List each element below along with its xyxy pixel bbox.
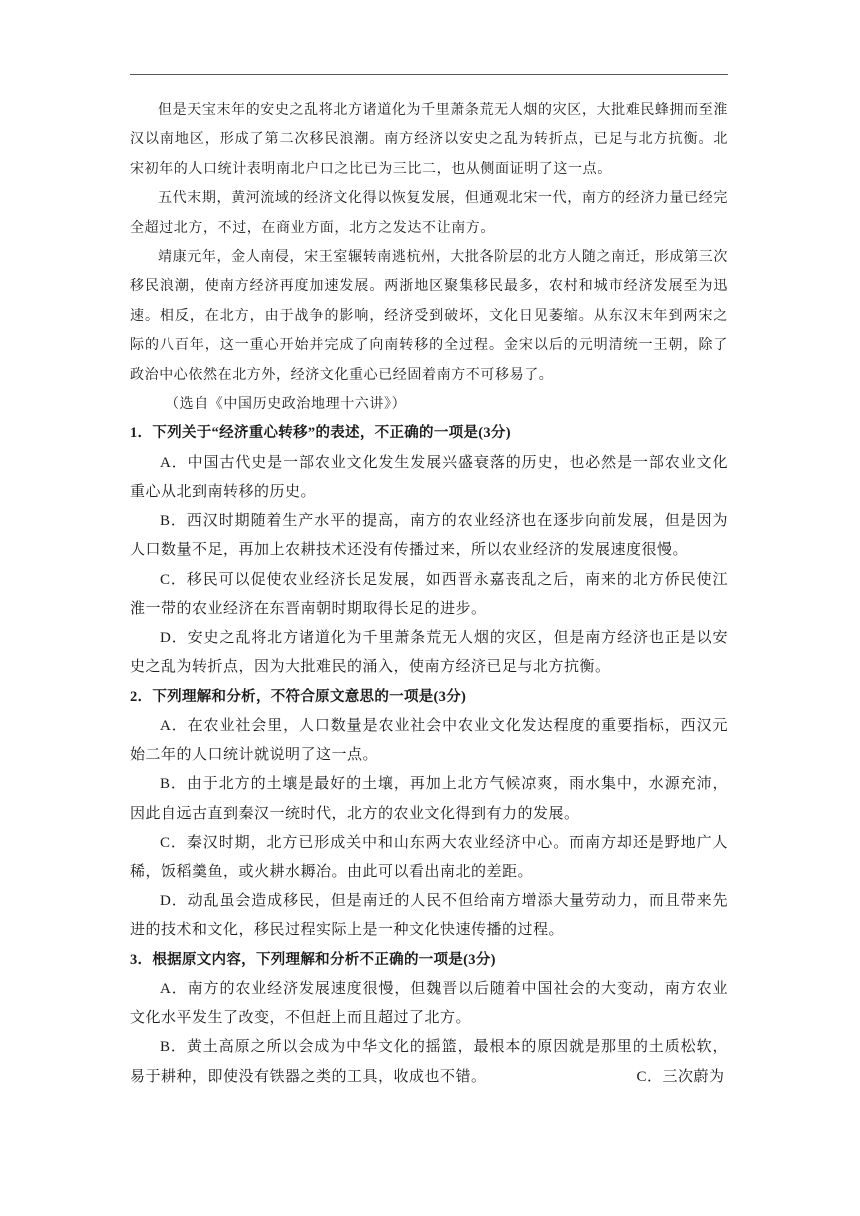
question-1-option-c: C．移民可以促使农业经济长足发展，如西晋永嘉丧乱之后，南来的北方侨民使江 淮一带的农业经济在东晋南朝时期取得长足的进步。 xyxy=(130,571,728,617)
question-3-option-b xyxy=(130,1033,728,1091)
question-1-option-b: B．西汉时期随着生产水平的提高，南方的农业经济也在逐步向前发展，但是因为 人口数量不足，再加上农耕技术还没有传播过来，所以农业经济的发展速度很慢。 xyxy=(130,513,728,559)
passage-paragraph-1: 但是天宝末年的安史之乱将北方诸道化为千里萧条荒无人烟的灾区，大批难民蜂拥而至淮汉以南地区，形成了第二次移民浪潮。南方经济以安史之乱为转折点，已足与北方抗衡。北宋初年的人口统计表明南北户口之比已为三比二，也从侧面证明了这一点。 xyxy=(130,102,728,177)
question-2-stem: 2．下列理解和分析，不符合原文意思的一项是(3分) xyxy=(130,688,467,705)
question-1-option-a: A．中国古代史是一部农业文化发生发展兴盛衰落的历史，也必然是一部农业文化 重心从北到南转移的历史。 xyxy=(130,454,728,501)
question-1-stem: 1．下列关于“经济重心转移”的表述，不正确的一项是(3分) xyxy=(130,425,511,442)
content-area xyxy=(130,96,728,1092)
passage-paragraph-3: 靖康元年，金人南侵，宋王室辗转南逃杭州，大批各阶层的北方人随之南迁，形成第三次移民浪潮，使南方经济再度加速发展。两浙地区聚集移民最多，农村和城市经济发展至为迅速。相反，在北方，由于战争的影响，经济受到破坏，文化日见萎缩。从东汉末年到两宋之际的八百年，这一重心开始并完成了向南转移的全过程。金宋以后的元明清统一王朝，除了政治中心依然在北方外，经济文化重心已经固着南方不可移易了。 xyxy=(130,249,728,383)
question-3-stem: 3．根据原文内容，下列理解和分析不正确的一项是(3分) xyxy=(130,951,496,968)
question-2-option-b: B．由于北方的土壤是最好的土壤，再加上北方气候凉爽，雨水集中，水源充沛， 因此自远古直到秦汉一统时代，北方的农业文化得到有力的发展。 xyxy=(130,776,728,822)
question-2-option-c: C．秦汉时期，北方已形成关中和山东两大农业经济中心。而南方却还是野地广人 稀，饭稻羹鱼，或火耕水耨冶。由此可以看出南北的差距。 xyxy=(130,834,728,880)
question-1-option-d: D．安史之乱将北方诸道化为千里萧条荒无人烟的灾区，但是南方经济也正是以安 史之乱为转折点，因为大批难民的涌入，使南方经济已足与北方抗衡。 xyxy=(130,630,728,676)
passage-source: （选自《中国历史政治地理十六讲》） xyxy=(165,396,407,413)
question-3-option-b-text: B．黄土高原之所以会成为中华文化的摇篮，最根本的原因就是那里的土质松软， 易于耕种，即使没有铁器之类的工具，收成也不错。 xyxy=(130,1039,728,1085)
header-rule xyxy=(130,74,728,75)
question-3-option-a: A．南方的农业经济发展速度很慢，但魏晋以后随着中国社会的大变动，南方农业 文化水平发生了改变，不但赶上而且超过了北方。 xyxy=(130,980,728,1027)
question-2-option-a: A．在农业社会里，人口数量是农业社会中农业文化发达程度的重要指标，西汉元 始二年的人口统计就说明了这一点。 xyxy=(130,717,728,764)
passage-paragraph-2: 五代末期，黄河流域的经济文化得以恢复发展，但通观北宋一代，南方的经济力量已经完全超过北方，不过，在商业方面，北方之发达不让南方。 xyxy=(130,190,728,236)
question-2-option-d: D．动乱虽会造成移民，但是南迁的人民不但给南方增添大量劳动力，而且带来先 进的技术和文化，移民过程实际上是一种文化快速传播的过程。 xyxy=(130,893,728,939)
question-3-option-c-start: C．三次蔚为 xyxy=(636,1068,725,1085)
